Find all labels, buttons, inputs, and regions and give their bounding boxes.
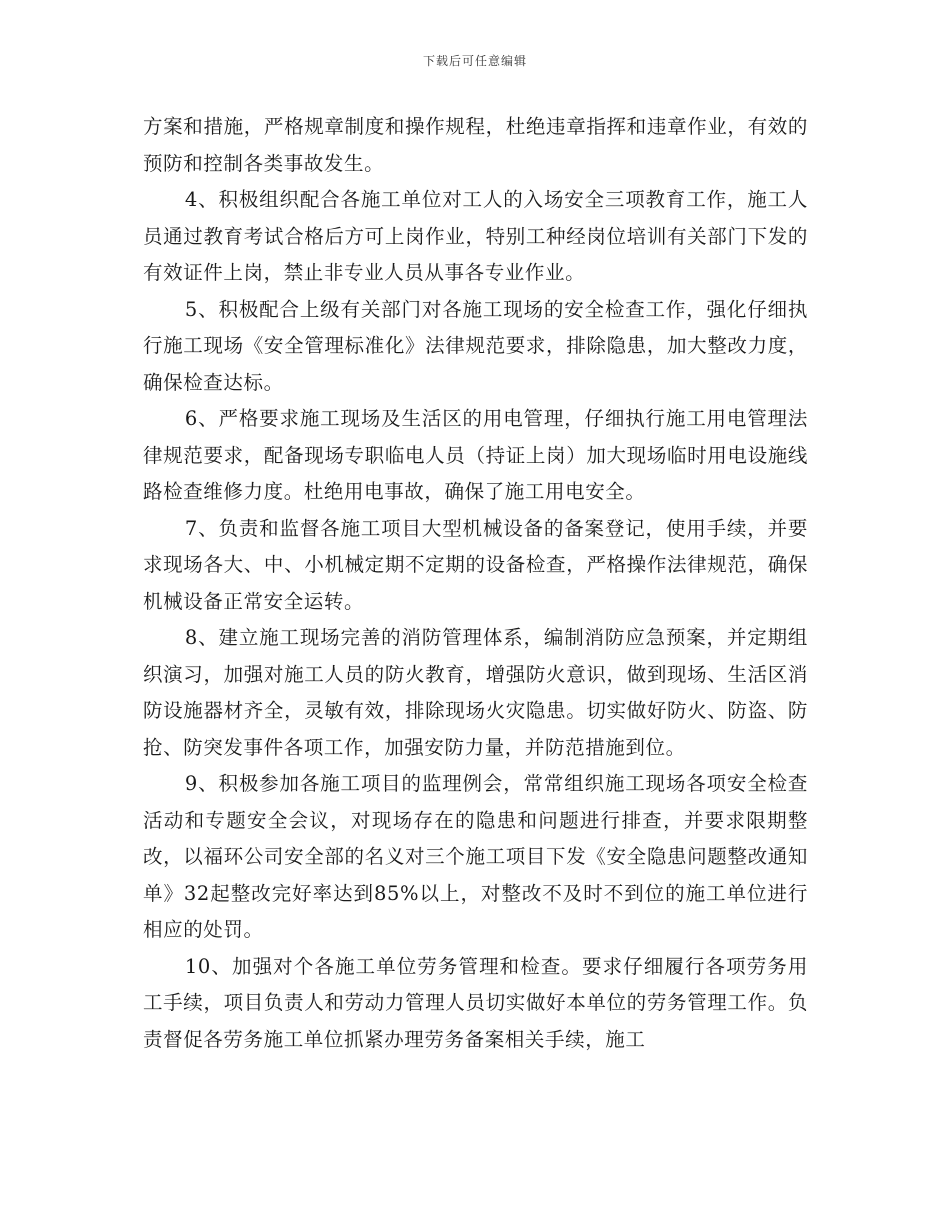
document-body [143, 109, 808, 1058]
paragraph-item-10: 10、加强对个各施工单位劳务管理和检查。要求仔细履行各项劳务用工手续，项目负责人和劳动力管理人员切实做好本单位的劳务管理工作。负责督促各劳务施工单位抓紧办理劳务备案相关手续，施工 [143, 954, 808, 1051]
paragraph-item-8: 8、建立施工现场完善的消防管理体系，编制消防应急预案，并定期组织演习，加强对施工人员的防火教育，增强防火意识，做到现场、生活区消防设施器材齐全，灵敏有效，排除现场火灾隐患。切实做好防火、防盗、防抢、防突发事件各项工作，加强安防力量，并防范措施到位。 [143, 626, 808, 759]
paragraph-item-5: 5、积极配合上级有关部门对各施工现场的安全检查工作，强化仔细执行施工现场《安全管理标准化》法律规范要求，排除隐患，加大整改力度，确保检查达标。 [143, 297, 808, 394]
page-header: 下载后可任意编辑 [422, 54, 527, 68]
paragraph-item-4: 4、积极组织配合各施工单位对工人的入场安全三项教育工作，施工人员通过教育考试合格后方可上岗作业，特别工种经岗位培训有关部门下发的有效证件上岗，禁止非专业人员从事各专业作业。 [143, 188, 808, 284]
paragraph-item-7: 7、负责和监督各施工项目大型机械设备的备案登记，使用手续，并要求现场各大、中、小机械定期不定期的设备检查，严格操作法律规范，确保机械设备正常安全运转。 [143, 516, 808, 613]
paragraph-continuation: 方案和措施，严格规章制度和操作规程，杜绝违章指挥和违章作业，有效的预防和控制各类事故发生。 [143, 115, 808, 175]
paragraph-item-6: 6、严格要求施工现场及生活区的用电管理，仔细执行施工用电管理法律规范要求，配备现场专职临电人员（持证上岗）加大现场临时用电设施线路检查维修力度。杜绝用电事故，确保了施工用电安全。 [143, 407, 808, 503]
paragraph-item-9: 9、积极参加各施工项目的监理例会，常常组织施工现场各项安全检查活动和专题安全会议，对现场存在的隐患和问题进行排查，并要求限期整改，以福环公司安全部的名义对三个施工项目下发《安全隐患问题整改通知单》32起整改完好率达到85%以上，对整改不及时不到位的施工单位进行相应的处罚。 [143, 772, 808, 941]
